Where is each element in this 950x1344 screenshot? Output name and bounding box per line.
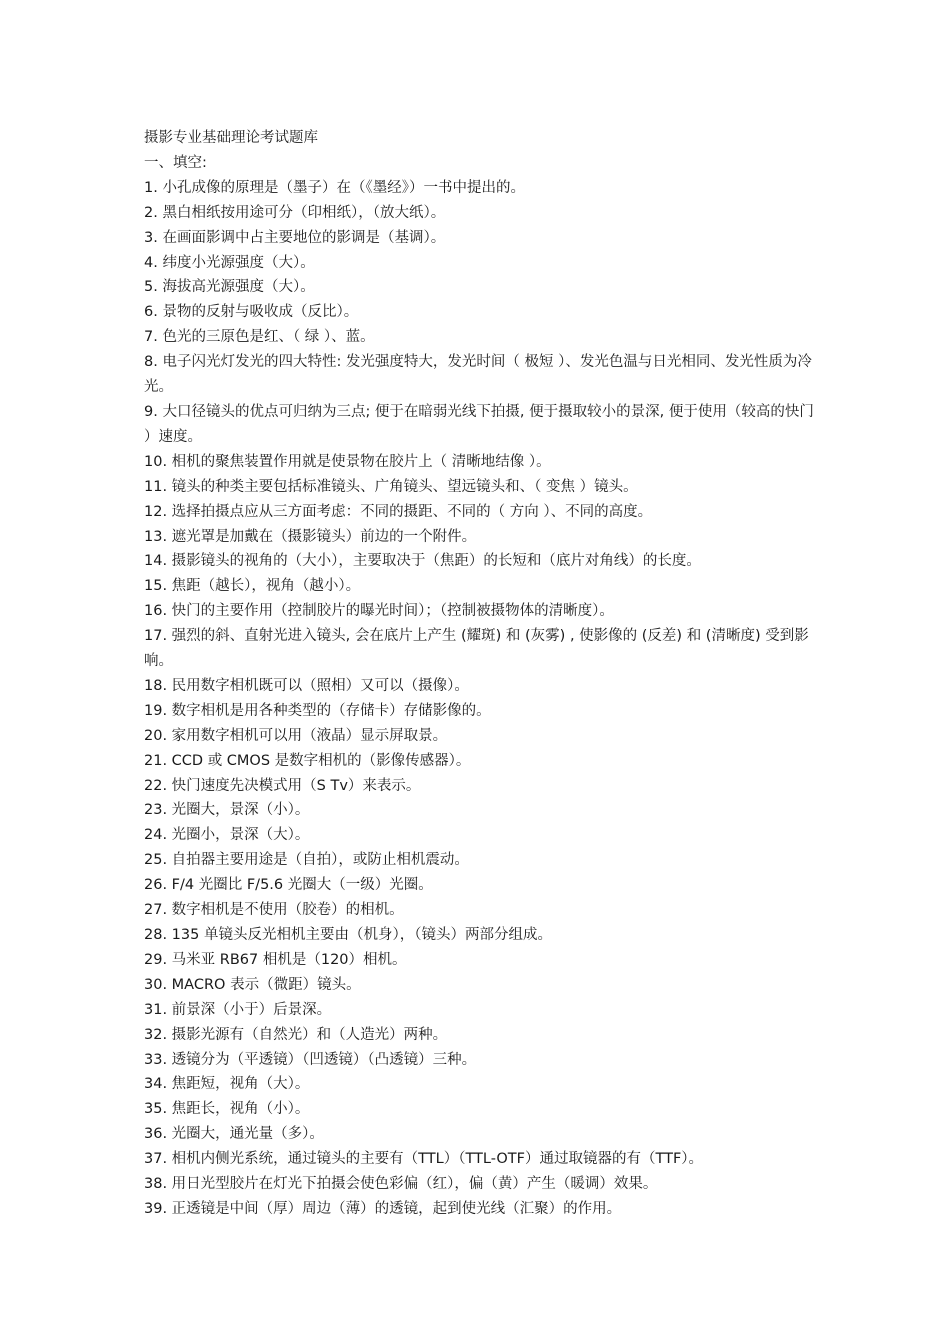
question-item-31: 31. 前景深（小于）后景深。 bbox=[144, 1001, 332, 1018]
question-item-9: 9. 大口径镜头的优点可归纳为三点; 便于在暗弱光线下拍摄, 便于摄取较小的景深, 便于使用（较高的快门 ）速度。 bbox=[144, 403, 814, 445]
question-item-23: 23. 光圈大，景深（小）。 bbox=[144, 802, 310, 819]
question-item-21: 21. CCD 或 CMOS 是数字相机的（影像传感器）。 bbox=[144, 752, 471, 769]
question-item-14: 14. 摄影镜头的视角的（大小），主要取决于（焦距）的长短和（底片对角线）的长度。 bbox=[144, 553, 701, 570]
question-item-26: 26. F/4 光圈比 F/5.6 光圈大（一级）光圈。 bbox=[144, 877, 433, 894]
question-item-37: 37. 相机内侧光系统，通过镜头的主要有（TTL）（TTL-OTF）通过取镜器的有（TTF）。 bbox=[144, 1151, 704, 1168]
document-title: 摄影专业基础理论考试题库 bbox=[144, 130, 318, 146]
question-item-5: 5. 海拔高光源强度（大）。 bbox=[144, 279, 315, 296]
question-item-7: 7. 色光的三原色是红、（ 绿 ）、蓝。 bbox=[144, 329, 375, 346]
question-item-16: 16. 快门的主要作用（控制胶片的曝光时间）；（控制被摄物体的清晰度）。 bbox=[144, 603, 614, 620]
question-item-11: 11. 镜头的种类主要包括标准镜头、广角镜头、望远镜头和、（ 变焦 ）镜头。 bbox=[144, 478, 638, 495]
section-heading: 一、填空: bbox=[144, 154, 207, 171]
question-item-12: 12. 选择拍摄点应从三方面考虑：不同的摄距、不同的（ 方向 ）、不同的高度。 bbox=[144, 503, 653, 520]
question-item-13: 13. 遮光罩是加戴在（摄影镜头）前边的一个附件。 bbox=[144, 528, 477, 545]
question-item-4: 4. 纬度小光源强度（大）。 bbox=[144, 254, 315, 271]
question-item-3: 3. 在画面影调中占主要地位的影调是（基调）。 bbox=[144, 229, 446, 246]
document-body bbox=[144, 126, 814, 1222]
question-item-15: 15. 焦距（越长），视角（越小）。 bbox=[144, 578, 361, 595]
question-item-25: 25. 自拍器主要用途是（自拍），或防止相机震动。 bbox=[144, 852, 469, 869]
question-item-19: 19. 数字相机是用各种类型的（存储卡）存储影像的。 bbox=[144, 702, 491, 719]
question-item-2: 2. 黑白相纸按用途可分（印相纸），（放大纸）。 bbox=[144, 204, 446, 221]
question-item-36: 36. 光圈大，通光量（多）。 bbox=[144, 1126, 324, 1143]
question-item-34: 34. 焦距短，视角（大）。 bbox=[144, 1076, 310, 1093]
question-item-33: 33. 透镜分为（平透镜）（凹透镜）（凸透镜）三种。 bbox=[144, 1051, 477, 1068]
question-item-28: 28. 135 单镜头反光相机主要由（机身），（镜头）两部分组成。 bbox=[144, 927, 552, 943]
question-item-39: 39. 正透镜是中间（厚）周边（薄）的透镜，起到使光线（汇聚）的作用。 bbox=[144, 1200, 622, 1217]
question-item-20: 20. 家用数字相机可以用（液晶）显示屏取景。 bbox=[144, 727, 448, 744]
question-item-38: 38. 用日光型胶片在灯光下拍摄会使色彩偏（红），偏（黄）产生（暖调）效果。 bbox=[144, 1176, 658, 1193]
question-item-18: 18. 民用数字相机既可以（照相）又可以（摄像）。 bbox=[144, 677, 469, 694]
question-item-27: 27. 数字相机是不使用（胶卷）的相机。 bbox=[144, 902, 404, 919]
question-item-32: 32. 摄影光源有（自然光）和（人造光）两种。 bbox=[144, 1026, 448, 1043]
question-item-17: 17. 强烈的斜、直射光进入镜头, 会在底片上产生 (耀斑) 和 (灰雾) , 使影像的 (反差) 和 (清晰度) 受到影响。 bbox=[144, 628, 809, 670]
question-item-22: 22. 快门速度先决模式用（S Tv）来表示。 bbox=[144, 777, 421, 794]
question-item-30: 30. MACRO 表示（微距）镜头。 bbox=[144, 976, 361, 993]
question-item-24: 24. 光圈小，景深（大）。 bbox=[144, 827, 310, 844]
question-item-6: 6. 景物的反射与吸收成（反比）。 bbox=[144, 304, 359, 321]
question-item-1: 1. 小孔成像的原理是（墨子）在（《墨经》）一书中提出的。 bbox=[144, 179, 525, 196]
question-item-8: 8. 电子闪光灯发光的四大特性: 发光强度特大，发光时间（ 极短 ）、发光色温与日光相同、发光性质为冷光。 bbox=[144, 354, 812, 396]
question-item-35: 35. 焦距长，视角（小）。 bbox=[144, 1101, 310, 1118]
question-item-10: 10. 相机的聚焦装置作用就是使景物在胶片上（ 清晰地结像 ）。 bbox=[144, 453, 551, 470]
question-item-29: 29. 马米亚 RB67 相机是（120）相机。 bbox=[144, 951, 407, 968]
